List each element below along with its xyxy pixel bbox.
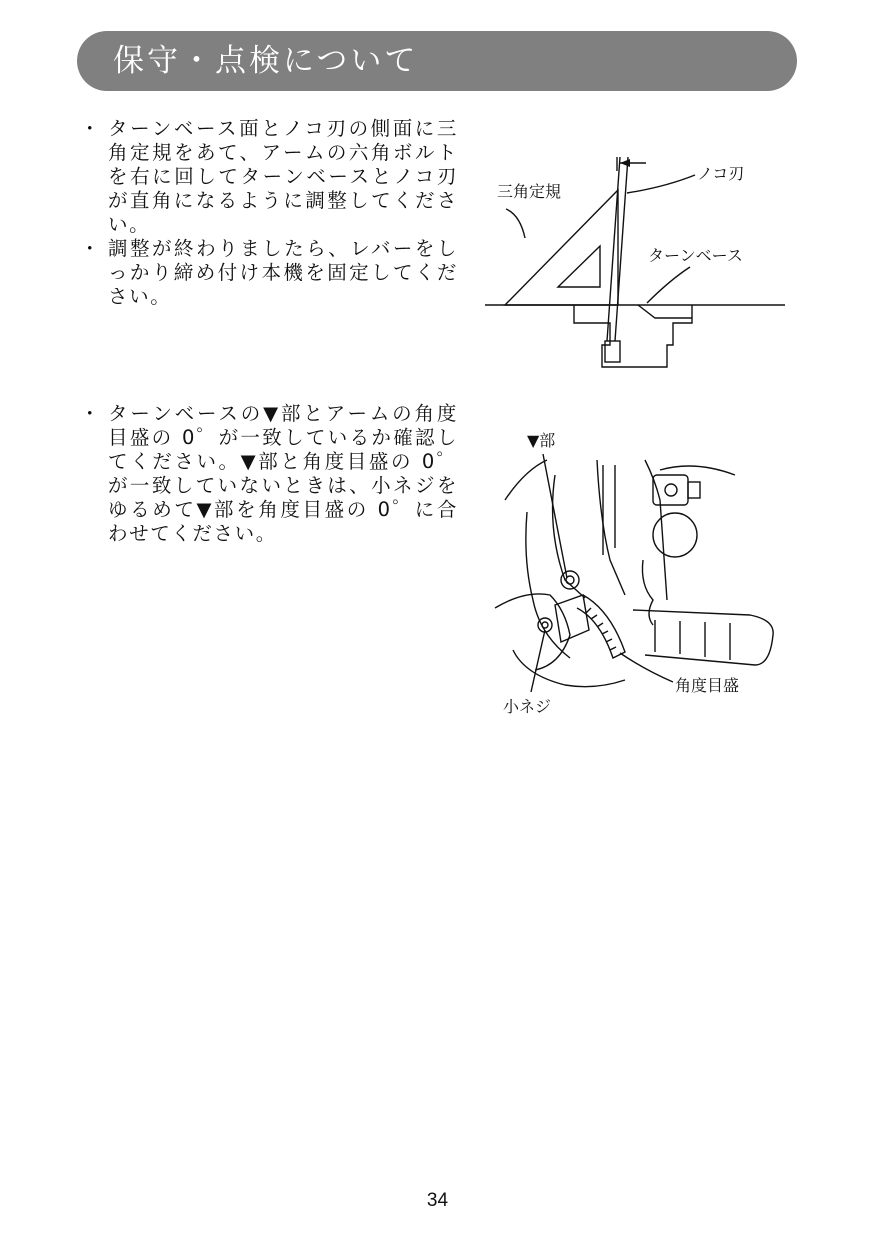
instruction-list-angle-scale [78, 402, 458, 546]
page-title: 保守・点検について [113, 43, 419, 79]
set-square-inner [558, 246, 600, 287]
label-angle-scale: 角度目盛 [675, 676, 740, 695]
bullet-mark: ・ [80, 237, 102, 260]
leader-blade [627, 175, 695, 193]
outline-arm-left [526, 512, 570, 658]
saw-blade-tip [605, 341, 620, 362]
leader-small-screw [531, 630, 545, 692]
page-number: 34 [426, 1190, 449, 1211]
small-screw-center [542, 622, 548, 628]
label-set-square: 三角定規 [497, 182, 562, 201]
label-mark: ▼部 [527, 431, 556, 450]
outline-arm-inner [553, 475, 585, 598]
squareness-diagram [470, 145, 800, 375]
label-saw-blade: ノコ刃 [697, 164, 745, 183]
turn-base-slot [638, 305, 692, 318]
list-item [78, 237, 458, 309]
instruction-text: ターンベースの▼部とアームの角度目盛の 0゜が一致しているか確認してください。▼部と角度目盛の 0゜が一致していないときは、小ネジをゆるめて▼部を角度目盛の 0゜に合わせてください。 [108, 402, 458, 545]
turn-base-body [574, 305, 692, 367]
saw-blade-line-right [615, 157, 628, 341]
lever-knob [653, 513, 697, 557]
leader-triangle [506, 209, 525, 238]
knob-block [653, 475, 688, 505]
label-turn-base: ターンベース [648, 246, 743, 265]
outline-top-right [660, 466, 735, 475]
outline-housing [645, 460, 667, 600]
instruction-list-squareness [78, 117, 458, 309]
leader-base [647, 267, 690, 303]
leader-mark [543, 454, 567, 578]
angle-scale-diagram [485, 420, 795, 720]
knob-screw [665, 484, 677, 496]
scale-ticks [586, 608, 616, 650]
angle-arrow-head [620, 159, 630, 167]
instruction-text: 調整が終わりましたら、レバーをしっかり締め付け本機を固定してください。 [108, 237, 458, 308]
instruction-text: ターンベース面とノコ刃の側面に三角定規をあて、アームの六角ボルトを右に回してターンベースとノコ刃が直角になるように調整してください。 [108, 117, 458, 236]
outline-left-top [505, 460, 547, 500]
outline-arm-center [597, 460, 625, 595]
list-item [78, 117, 458, 237]
outline-lever-base [642, 560, 653, 625]
label-small-screw: 小ネジ [503, 697, 552, 716]
knob-stub [688, 482, 700, 498]
handle-grip-ribs [655, 620, 730, 660]
set-square-outline [505, 190, 618, 305]
pivot-bolt [561, 571, 579, 589]
outline-handle [633, 610, 773, 665]
list-item [78, 402, 458, 546]
mark-plate [555, 595, 589, 642]
outline-base-bottom [513, 650, 625, 687]
bullet-mark: ・ [80, 117, 102, 140]
bullet-mark: ・ [80, 402, 102, 425]
section-header [77, 31, 797, 91]
